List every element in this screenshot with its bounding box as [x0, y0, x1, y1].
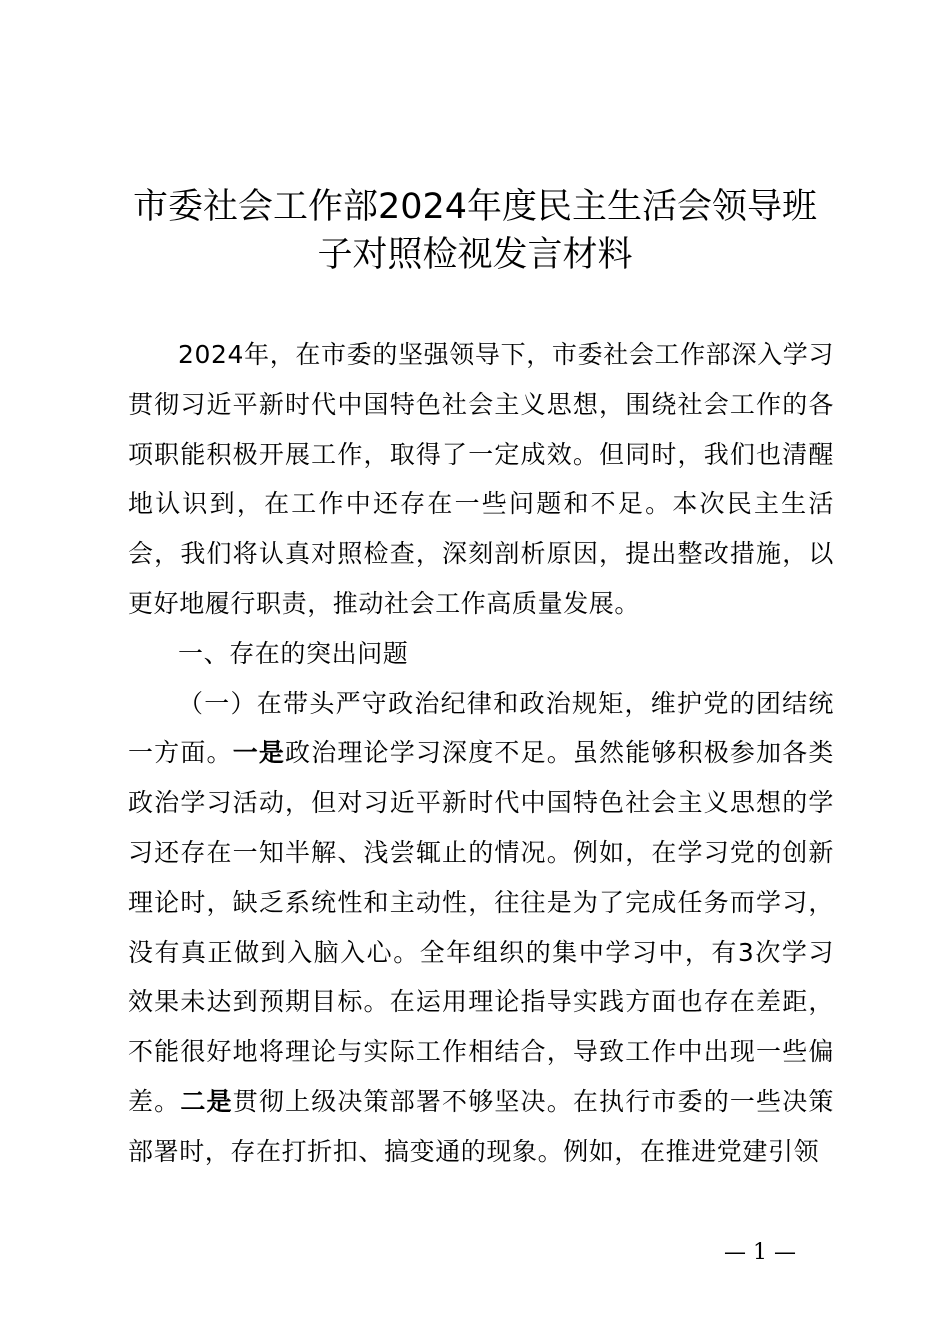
section-heading: 一、存在的突出问题 [178, 638, 409, 668]
page-number: — 1 — [724, 1240, 796, 1265]
point-1-lead: 一是 [232, 738, 286, 768]
document-body [128, 330, 834, 1177]
intro-paragraph: 2024年，在市委的坚强领导下，市委社会工作部深入学习贯彻习近平新时代中国特色社会主义思想，围绕社会工作的各项职能积极开展工作，取得了一定成效。但同时，我们也清醒地认识到，在工作中还存在一些问题和不足。本次民主生活会，我们将认真对照检查，深刻剖析原因，提出整改措施，以更好地履行职责，推动社会工作高质量发展。 [128, 340, 834, 618]
point-1-text: 政治理论学习深度不足。虽然能够积极参加各类政治学习活动，但对习近平新时代中国特色社会主义思想的学习还存在一知半解、浅尝辄止的情况。例如，在学习党的创新理论时，缺乏系统性和主动性，往往是为了完成任务而学习，没有真正做到入脑入心。全年组织的集中学习中，有3次学习效果未达到预期目标。在运用理论指导实践方面也存在差距，不能很好地将理论与实际工作相结合，导致工作中出现一些偏差。 [128, 738, 835, 1116]
point-2-text: 贯彻上级决策部署不够坚决。在执行市委的一些决策部署时，存在打折扣、搞变通的现象。例如，在推进党建引领 [128, 1086, 834, 1166]
point-2-lead: 二是 [180, 1086, 233, 1116]
subsection-heading: （一）在带头严守政治纪律和政治规矩，维护党的团结统一方面。 [128, 688, 834, 768]
subsection-paragraph [128, 679, 834, 1177]
title-line-1: 市委社会工作部2024年度民主生活会领导班 [132, 187, 818, 227]
title-line-2: 子对照检视发言材料 [317, 235, 633, 275]
document-title [100, 183, 850, 279]
